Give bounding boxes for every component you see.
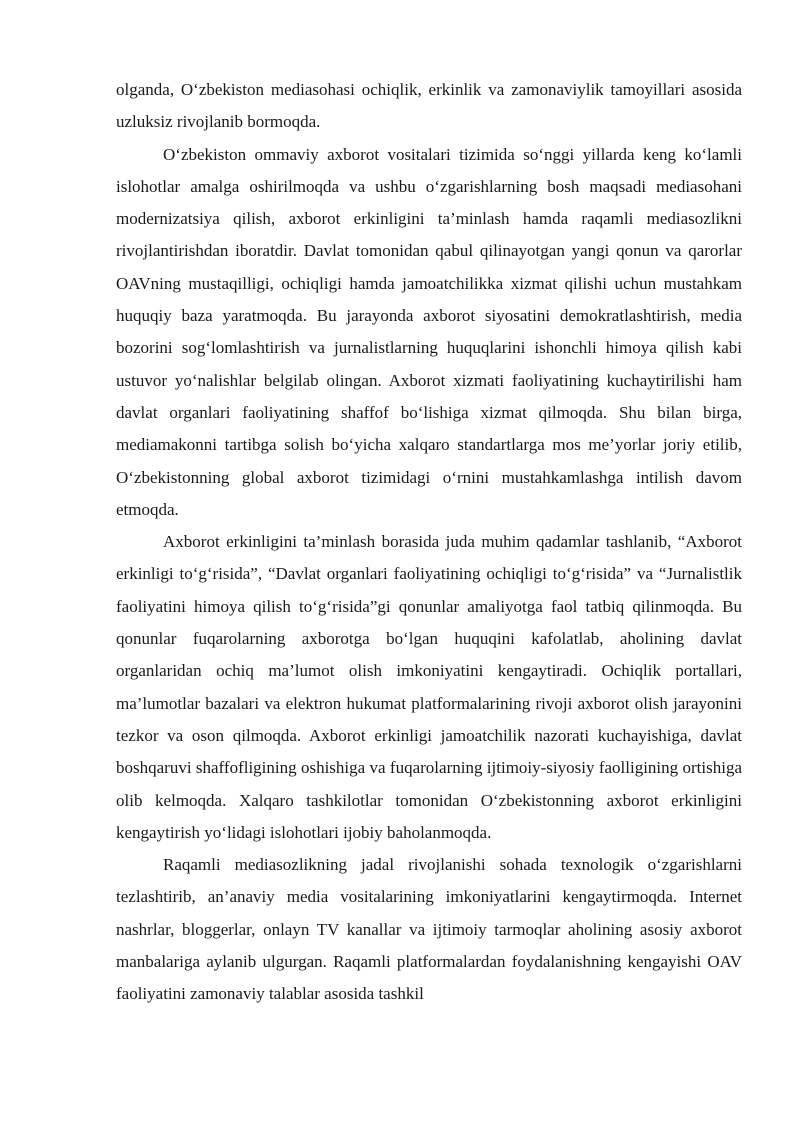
document-body xyxy=(116,74,742,1011)
paragraph-information-freedom: Axborot erkinligini ta’minlash borasida juda muhim qadamlar tashlanib, “Axborot erkinligi to‘g‘risida”, “Davlat organlari faoliyatining ochiqligi to‘g‘risida” va “Jurnalistlik faoliyatini himoya qilish to‘g‘risida”gi qonunlar amaliyotga faol tatbiq qilinmoqda. Bu qonunlar fuqarolarning axborotga bo‘lgan huquqini kafolatlab, aholining davlat organlaridan ochiq ma’lumot olish imkoniyatini kengaytiradi. Ochiqlik portallari, ma’lumotlar bazalari va elektron hukumat platformalarining rivoji axborot olish jarayonini tezkor va oson qilmoqda. Axborot erkinligi jamoatchilik nazorati kuchayishiga, davlat boshqaruvi shaffofligining oshishiga va fuqarolarning ijtimoiy-siyosiy faolligining ortishiga olib kelmoqda. Xalqaro tashkilotlar tomonidan O‘zbekistonning axborot erkinligini kengaytirish yo‘lidagi islohotlari ijobiy baholanmoqda. xyxy=(116,532,742,842)
paragraph-digital-media: Raqamli mediasozlikning jadal rivojlanishi sohada texnologik o‘zgarishlarni tezlashtirib, an’anaviy media vositalarining imkoniyatlarini kengaytirmoqda. Internet nashrlar, bloggerlar, onlayn TV kanallar va ijtimoiy tarmoqlar aholining asosiy axborot manbalariga aylanib ulgurgan. Raqamli platformalardan foydalanishning kengayishi OAV faoliyatini zamonaviy talablar asosida tashkil xyxy=(116,855,742,1004)
paragraph-media-reforms: O‘zbekiston ommaviy axborot vositalari tizimida so‘nggi yillarda keng ko‘lamli islohotlar amalga oshirilmoqda va ushbu o‘zgarishlarning bosh maqsadi mediasohani modernizatsiya qilish, axborot erkinligini ta’minlash hamda raqamli mediasozlikni rivojlantirishdan iboratdir. Davlat tomonidan qabul qilinayotgan yangi qonun va qarorlar OAVning mustaqilligi, ochiqligi hamda jamoatchilikka xizmat qilishi uchun mustahkam huquqiy baza yaratmoqda. Bu jarayonda axborot siyosatini demokratlashtirish, media bozorini sog‘lomlashtirish va jurnalistlarning huquqlarini ishonchli himoya qilish kabi ustuvor yo‘nalishlar belgilab olingan. Axborot xizmati faoliyatining kuchaytirilishi ham davlat organlari faoliyatining shaffof bo‘lishiga xizmat qilmoqda. Shu bilan birga, mediamakonni tartibga solish bo‘yicha xalqaro standartlarga mos me’yorlar joriy etilib, O‘zbekistonning global axborot tizimidagi o‘rnini mustahkamlashga intilish davom etmoqda. xyxy=(116,144,742,519)
paragraph-continuation: olganda, O‘zbekiston mediasohasi ochiqlik, erkinlik va zamonaviylik tamoyillari asosida uzluksiz rivojlanib bormoqda. xyxy=(116,80,742,132)
